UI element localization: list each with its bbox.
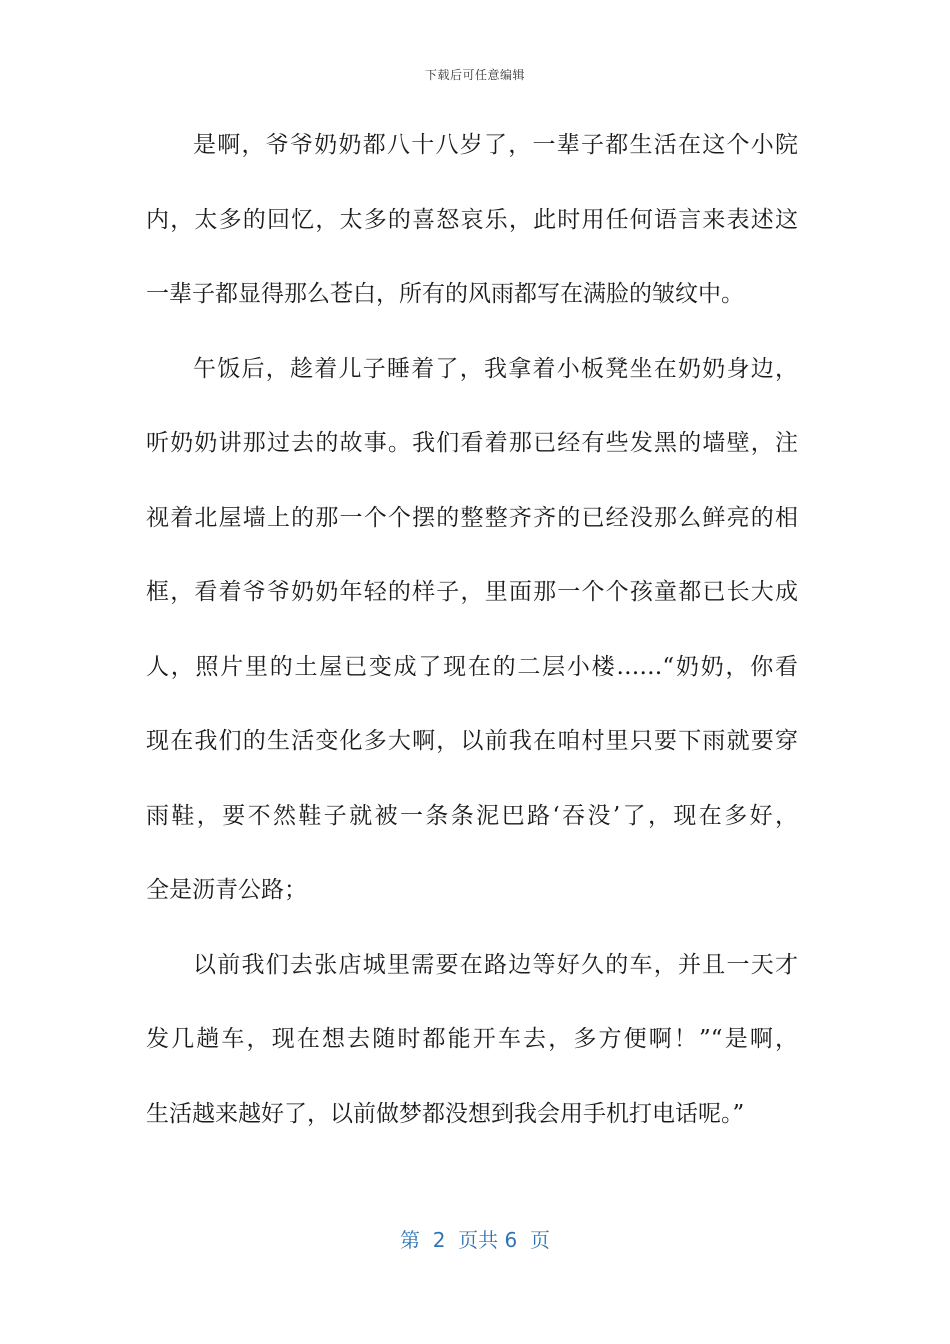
footer-current-page: 2 <box>432 1228 446 1252</box>
paragraph-2-line-2: 听奶奶讲那过去的故事。我们看着那已经有些发黑的墙壁，注 <box>146 430 798 456</box>
paragraph-3-line-1: 以前我们去张店城里需要在路边等好久的车，并且一天才 <box>193 951 798 978</box>
document-body <box>146 108 798 1151</box>
footer-middle: 页共 <box>458 1228 499 1252</box>
paragraph-2-line-5: 人，照片里的土屋已变成了现在的二层小楼……“奶奶，你看 <box>146 653 798 680</box>
paragraph-2-line-7: 雨鞋，要不然鞋子就被一条条泥巴路‘吞没’了，现在多好， <box>146 802 798 829</box>
paragraph-1-line-3: 一辈子都显得那么苍白，所有的风雨都写在满脸的皱纹中。 <box>146 281 744 307</box>
footer-suffix: 页 <box>529 1228 550 1252</box>
paragraph-3-line-3: 生活越来越好了，以前做梦都没想到我会用手机打电话呢。” <box>146 1100 745 1127</box>
paragraph-2-line-8: 全是沥青公路； <box>146 877 307 903</box>
header-note: 下载后可任意编辑 <box>424 68 525 82</box>
paragraph-1-line-2: 内，太多的回忆，太多的喜怒哀乐，此时用任何语言来表述这 <box>146 206 798 233</box>
paragraph-1-line-1: 是啊，爷爷奶奶都八十八岁了，一辈子都生活在这个小院 <box>193 132 798 158</box>
paragraph-3-line-2: 发几趟车，现在想去随时都能开车去，多方便啊！”“是啊， <box>146 1026 798 1052</box>
footer-prefix: 第 <box>400 1228 420 1252</box>
paragraph-2-line-4: 框，看着爷爷奶奶年轻的样子，里面那一个个孩童都已长大成 <box>146 579 798 605</box>
paragraph-2-line-3: 视着北屋墙上的那一个个摆的整整齐齐的已经没那么鲜亮的相 <box>146 504 798 531</box>
footer-total-pages: 6 <box>504 1228 518 1252</box>
paragraph-2-line-1: 午饭后，趁着儿子睡着了，我拿着小板凳坐在奶奶身边， <box>193 355 798 382</box>
page-footer <box>0 1224 950 1253</box>
paragraph-2-line-6: 现在我们的生活变化多大啊，以前我在咱村里只要下雨就要穿 <box>146 728 798 754</box>
